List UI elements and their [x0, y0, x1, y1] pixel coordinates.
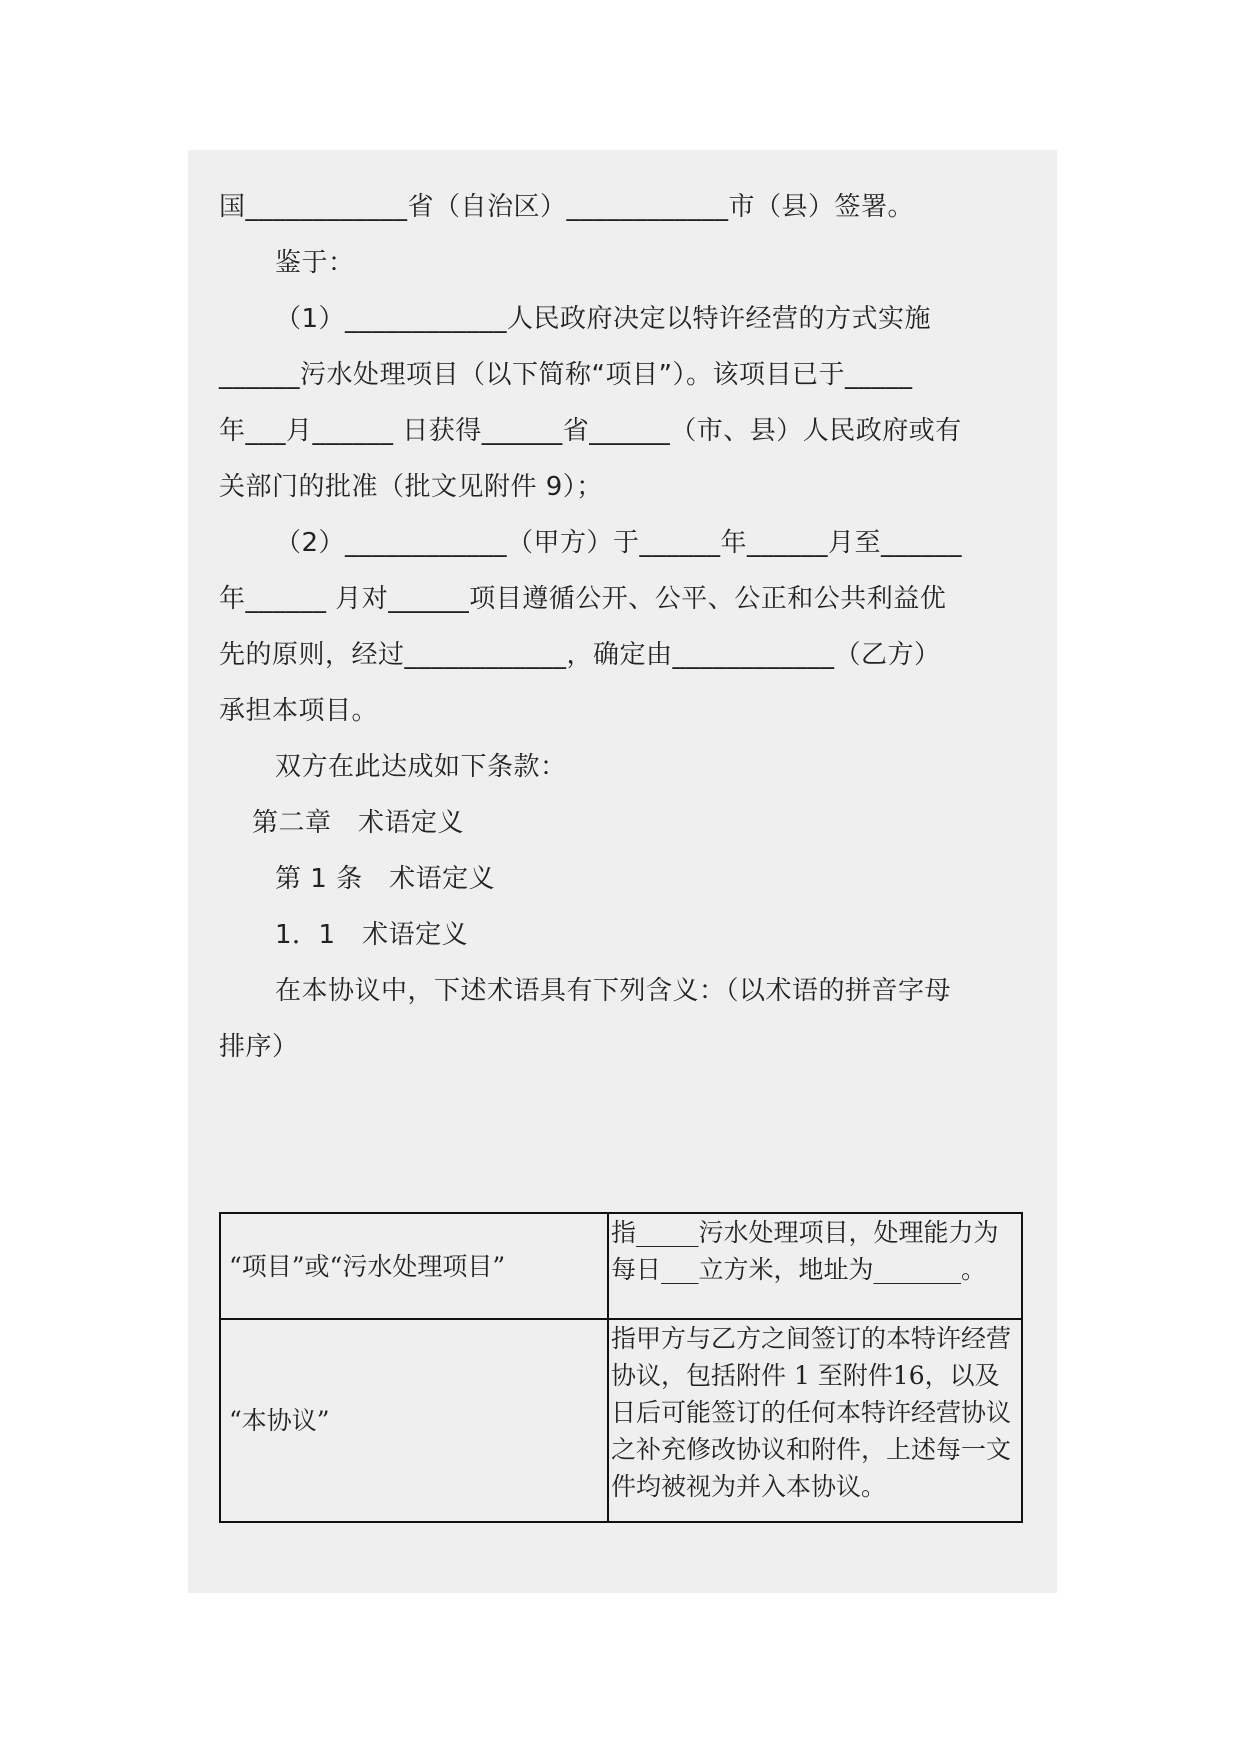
recital-1-line-4: 关部门的批准（批文见附件 9）；	[219, 472, 603, 502]
recital-2-line-4: 承担本项目。	[219, 696, 379, 726]
table-row	[220, 1213, 1022, 1319]
definitions-intro-line-1: 在本协议中，下述术语具有下列含义：（以术语的拼音字母	[275, 976, 952, 1006]
section-heading: 1．1 术语定义	[275, 920, 469, 950]
document-page	[188, 150, 1057, 1593]
recital-2-line-2: 年______ 月对______项目遵循公开、公平、公正和公共利益优	[219, 584, 947, 614]
definitions-table	[219, 1212, 1023, 1523]
definitions-intro-line-2: 排序）	[219, 1032, 299, 1062]
recital-1-line-2: ______污水处理项目（以下简称“项目”）。该项目已于_____	[219, 360, 913, 390]
whereas-heading: 鉴于：	[275, 248, 355, 278]
article-heading: 第 1 条 术语定义	[275, 864, 496, 894]
table-row	[220, 1319, 1022, 1522]
recital-1-line-1: （1）____________人民政府决定以特许经营的方式实施	[275, 304, 932, 334]
agreement-intro: 双方在此达成如下条款：	[275, 752, 567, 782]
definition-cell: 指甲方与乙方之间签订的本特许经营协议，包括附件 1 至附件16，以及日后可能签订的任何本特许经营协议之补充修改协议和附件，上述每一文件均被视为并入本协议。	[608, 1319, 1022, 1522]
term-cell: “本协议”	[220, 1319, 608, 1522]
recital-2-line-3: 先的原则，经过____________，确定由____________（乙方）	[219, 640, 941, 670]
term-cell: “项目”或“污水处理项目”	[220, 1213, 608, 1319]
chapter-heading: 第二章 术语定义	[252, 808, 465, 838]
recital-2-line-1: （2）____________（甲方）于______年______月至______	[275, 528, 963, 558]
recital-1-line-3: 年___月______ 日获得______省______（市、县）人民政府或有	[219, 416, 962, 446]
definition-cell: 指_____污水处理项目，处理能力为每日___立方米，地址为_______。	[608, 1213, 1022, 1319]
signing-location-line: 国____________省（自治区）____________市（县）签署。	[219, 192, 915, 222]
